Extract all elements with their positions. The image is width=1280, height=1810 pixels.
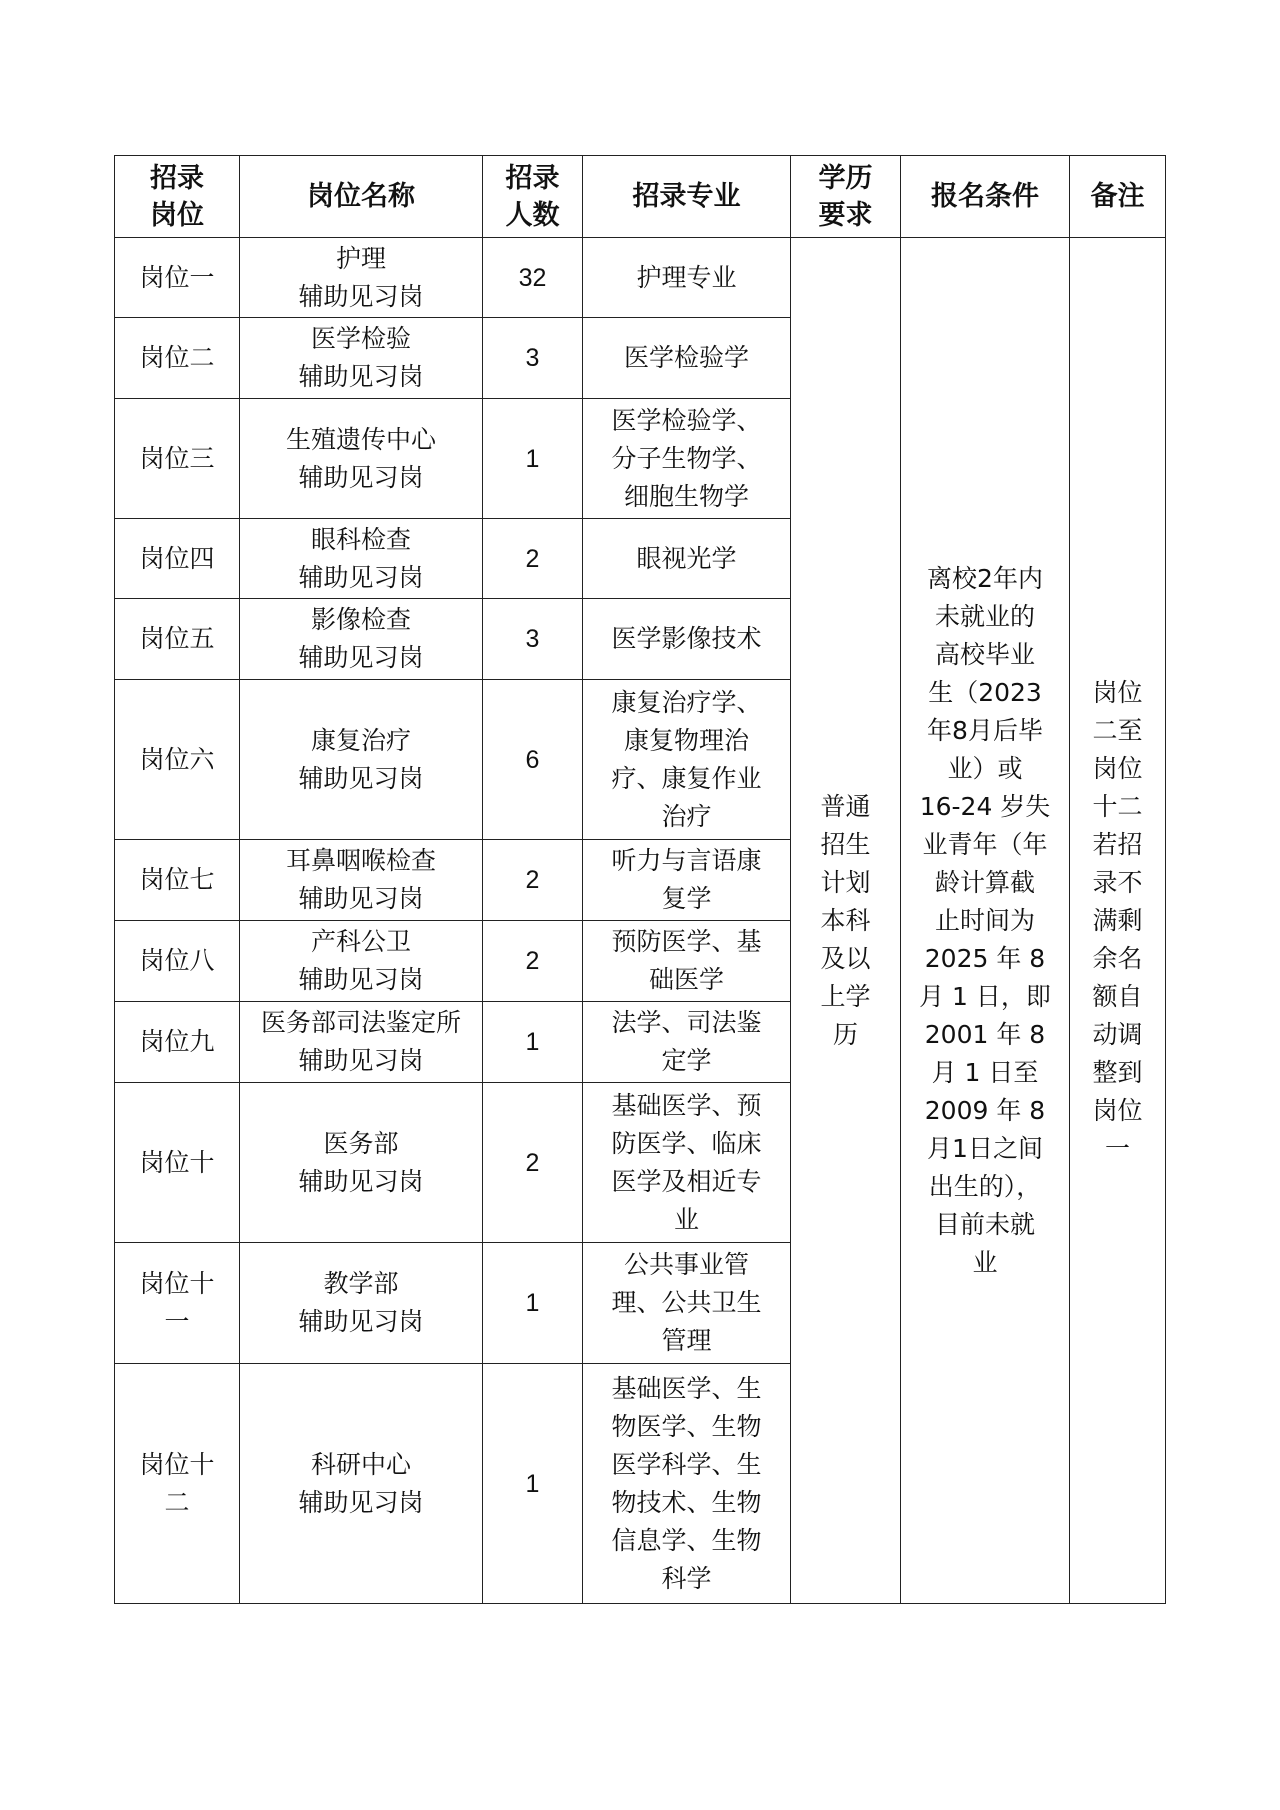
major-cell: 听力与言语康 复学 [583, 840, 791, 921]
major-cell: 康复治疗学、 康复物理治 疗、康复作业 治疗 [583, 680, 791, 840]
name-cell: 生殖遗传中心 辅助见习岗 [240, 399, 483, 519]
position-cell: 岗位二 [115, 318, 240, 399]
header-count: 招录 人数 [483, 156, 583, 238]
name-cell: 医务部 辅助见习岗 [240, 1083, 483, 1243]
name-cell: 教学部 辅助见习岗 [240, 1243, 483, 1364]
position-cell: 岗位一 [115, 238, 240, 318]
count-cell: 1 [483, 1002, 583, 1083]
header-row [115, 156, 1166, 238]
major-cell: 医学检验学、 分子生物学、 细胞生物学 [583, 399, 791, 519]
position-cell: 岗位九 [115, 1002, 240, 1083]
position-cell: 岗位四 [115, 519, 240, 599]
name-cell: 康复治疗 辅助见习岗 [240, 680, 483, 840]
count-cell: 2 [483, 519, 583, 599]
position-cell: 岗位五 [115, 599, 240, 680]
major-cell: 护理专业 [583, 238, 791, 318]
count-cell: 1 [483, 399, 583, 519]
name-cell: 科研中心 辅助见习岗 [240, 1364, 483, 1604]
name-cell: 产科公卫 辅助见习岗 [240, 921, 483, 1002]
name-cell: 影像检查 辅助见习岗 [240, 599, 483, 680]
header-remarks: 备注 [1070, 156, 1166, 238]
major-cell: 法学、司法鉴 定学 [583, 1002, 791, 1083]
recruitment-table [114, 155, 1166, 1604]
count-cell: 2 [483, 921, 583, 1002]
position-cell: 岗位六 [115, 680, 240, 840]
major-cell: 眼视光学 [583, 519, 791, 599]
major-cell: 公共事业管 理、公共卫生 管理 [583, 1243, 791, 1364]
name-cell: 医学检验 辅助见习岗 [240, 318, 483, 399]
major-cell: 预防医学、基 础医学 [583, 921, 791, 1002]
count-cell: 2 [483, 840, 583, 921]
position-cell: 岗位十 一 [115, 1243, 240, 1364]
major-cell: 基础医学、预 防医学、临床 医学及相近专 业 [583, 1083, 791, 1243]
count-cell: 3 [483, 599, 583, 680]
count-cell: 1 [483, 1364, 583, 1604]
position-cell: 岗位八 [115, 921, 240, 1002]
count-cell: 1 [483, 1243, 583, 1364]
header-conditions: 报名条件 [901, 156, 1070, 238]
conditions-cell: 离校2年内 未就业的 高校毕业 生（2023 年8月后毕 业）或 16-24 岁失 业青年（年 龄计算截 止时间为 2025 年 8 月 1 日，即 2001 年 8 月 1 日至 2009 年 8 月1日之间 出生的）， 目前未就 业 [901, 238, 1070, 1604]
major-cell: 医学检验学 [583, 318, 791, 399]
position-cell: 岗位七 [115, 840, 240, 921]
header-position: 招录 岗位 [115, 156, 240, 238]
header-name: 岗位名称 [240, 156, 483, 238]
table-row [115, 238, 1166, 318]
education-cell: 普通 招生 计划 本科 及以 上学 历 [791, 238, 901, 1604]
count-cell: 32 [483, 238, 583, 318]
header-major: 招录专业 [583, 156, 791, 238]
header-education: 学历 要求 [791, 156, 901, 238]
count-cell: 6 [483, 680, 583, 840]
major-cell: 医学影像技术 [583, 599, 791, 680]
name-cell: 眼科检查 辅助见习岗 [240, 519, 483, 599]
major-cell: 基础医学、生 物医学、生物 医学科学、生 物技术、生物 信息学、生物 科学 [583, 1364, 791, 1604]
name-cell: 耳鼻咽喉检查 辅助见习岗 [240, 840, 483, 921]
position-cell: 岗位十 二 [115, 1364, 240, 1604]
name-cell: 护理 辅助见习岗 [240, 238, 483, 318]
position-cell: 岗位十 [115, 1083, 240, 1243]
remarks-cell: 岗位 二至 岗位 十二 若招 录不 满剩 余名 额自 动调 整到 岗位 一 [1070, 238, 1166, 1604]
count-cell: 2 [483, 1083, 583, 1243]
name-cell: 医务部司法鉴定所 辅助见习岗 [240, 1002, 483, 1083]
count-cell: 3 [483, 318, 583, 399]
position-cell: 岗位三 [115, 399, 240, 519]
